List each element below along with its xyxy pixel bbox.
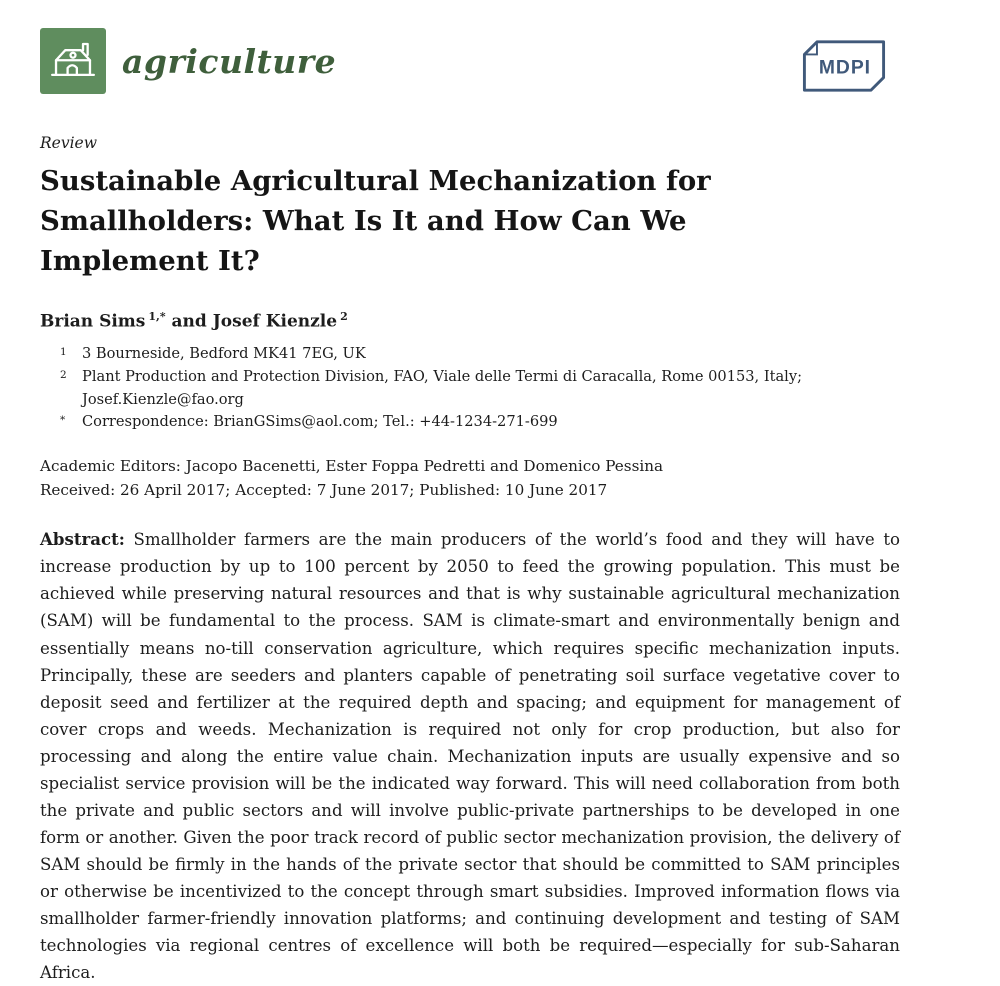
affiliation-marker: 2 [60,368,67,381]
correspondence-text: Correspondence: BrianGSims@aol.com; Tel.: +44-1234-271-699 [82,413,558,431]
affiliation-row [40,366,900,411]
abstract-section [40,526,900,986]
article-dates: Received: 26 April 2017; Accepted: 7 June 2017; Published: 10 June 2017 [40,481,608,500]
author-name: Josef Kienzle [212,311,338,332]
journal-brand [40,28,336,94]
editorial-info [40,454,900,503]
authors-joiner: and [165,311,213,332]
page-header [40,28,900,98]
affiliation-marker: 1 [60,346,67,359]
mdpi-logo [800,38,888,98]
journal-name: agriculture [122,41,337,81]
article-type: Review [40,134,97,152]
affiliation-row [40,343,900,366]
academic-editors: Academic Editors: Jacopo Bacenetti, Ester Foppa Pedretti and Domenico Pessina [40,456,664,475]
barn-icon [46,34,100,88]
author-name: Brian Sims [40,311,146,332]
affiliation-text: 3 Bourneside, Bedford MK41 7EG, UK [82,345,366,363]
affiliation-row [40,411,900,434]
affiliation-list [40,343,900,433]
author-affiliation-marker: 2 [340,309,348,323]
abstract-text: Smallholder farmers are the main producers of the world’s food and they will have to increase production by up to 100 percent by 2050 to feed the growing population. This must be achieved while preserving natural resources and that is why sustainable agricultural mechanization (SAM) will be fundamental to the process. SAM is climate-smart and environmentally benign and essentially means no-till conservation agriculture, which requires specific mechanization inputs. Principally, these are seeders and planters capable of penetrating soil surface vegetative cover to deposit seed and fertilizer at the required depth and spacing; and equipment for management of cover crops and weeds. Mechanization is required not only for crop production, but also for processing and along the entire value chain. Mechanization inputs are usually expensive and so specialist service provision will be the indicated way forward. This will need collaboration from both the private and public sectors and will involve public-private partnerships to be developed in one form or another. Given the poor track record of public sector mechanization provision, the delivery of SAM should be firmly in the hands of the private sector that should be committed to SAM principles or otherwise be incentivized to the concept through smart subsidies. Improved information flows via smallholder farmer-friendly innovation platforms; and continuing development and testing of SAM technologies via regional centres of excellence will both be required—especially for sub-Saharan Africa. [40,530,900,983]
article-title: Sustainable Agricultural Mechanization for Smallholders: What Is It and How Can We Implement It? [40,165,711,277]
journal-logo [40,28,106,94]
mdpi-logo-text: MDPI [818,57,872,79]
affiliation-text: Plant Production and Protection Division, FAO, Viale delle Termi di Caracalla, Rome 00153, Italy; Josef.Kienzle@fao.org [82,367,802,408]
abstract-label: Abstract: [40,529,125,550]
affiliation-marker: * [60,414,66,427]
author-affiliation-marker: 1,* [148,309,166,323]
authors-line [40,310,900,332]
